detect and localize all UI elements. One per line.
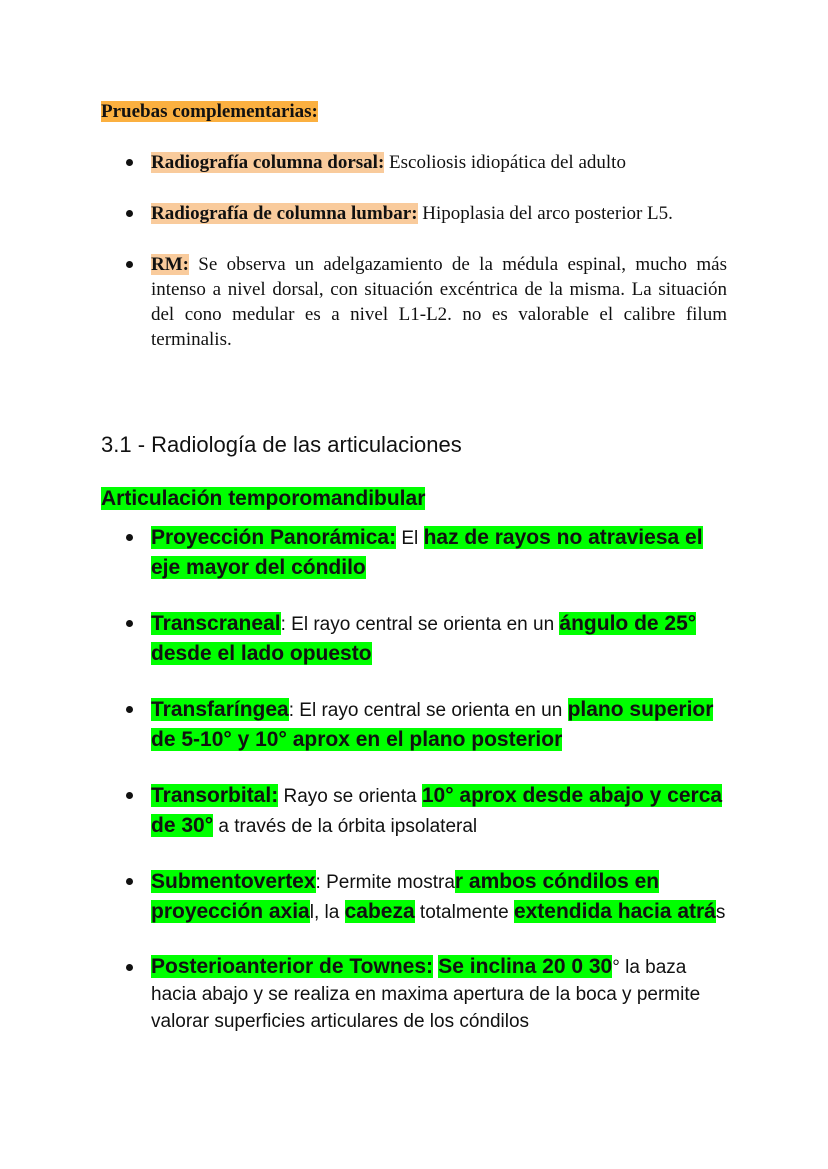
list-item-towne bbox=[101, 953, 727, 1035]
bullet-icon bbox=[126, 964, 133, 971]
bullet-icon bbox=[126, 878, 133, 885]
item-label: Transfaríngea bbox=[151, 698, 289, 721]
item-text: Hipoplasia del arco posterior L5. bbox=[417, 203, 673, 224]
list-item-panoramica bbox=[101, 523, 727, 583]
item-label: Transcraneal bbox=[151, 612, 281, 635]
item-label: RM: bbox=[151, 254, 189, 275]
item-label: Radiografía columna dorsal: bbox=[151, 152, 385, 173]
item-text: Escoliosis idiopática del adulto bbox=[384, 152, 626, 173]
item-text: l, la bbox=[309, 902, 345, 923]
item-label: Proyección Panorámica: bbox=[151, 526, 397, 549]
item-label: Submentovertex bbox=[151, 870, 316, 893]
list-item-transorbital bbox=[101, 781, 727, 841]
item-text: El bbox=[396, 528, 424, 549]
section-title: 3.1 - Radiología de las articulaciones bbox=[101, 432, 462, 457]
item-text: Se observa un adelgazamiento de la médula espinal, mucho más intenso a nivel dorsal, con situación excéntrica de la misma. La situación del cono medular es a nivel L1-L2. no es valorable el calibre filum terminalis. bbox=[151, 254, 727, 350]
item-text: a través de la órbita ipsolateral bbox=[213, 816, 478, 837]
item-text: totalmente bbox=[414, 902, 514, 923]
item-highlight: extendida hacia atrá bbox=[513, 900, 716, 923]
list-item-submentovertex bbox=[101, 867, 727, 927]
item-text: : Permite mostra bbox=[315, 872, 455, 893]
bullet-icon bbox=[126, 210, 133, 217]
bullet-icon bbox=[126, 706, 133, 713]
bullet-icon bbox=[126, 159, 133, 166]
atm-heading bbox=[101, 486, 425, 512]
item-highlight: plano superior de 5-10° y 10° aprox en el plano posterior bbox=[151, 698, 714, 751]
item-highlight: ángulo de 25° desde el lado opuesto bbox=[151, 612, 697, 665]
item-highlight: 10° aprox desde abajo y cerca de 30° bbox=[151, 784, 723, 837]
item-text: Rayo se orienta bbox=[278, 786, 422, 807]
pruebas-heading bbox=[101, 100, 318, 124]
bullet-icon bbox=[126, 620, 133, 627]
item-label: Transorbital: bbox=[151, 784, 279, 807]
item-text: : El rayo central se orienta en un bbox=[288, 700, 568, 721]
list-item-transfaringea bbox=[101, 695, 727, 755]
item-text: s bbox=[715, 902, 726, 923]
list-item bbox=[101, 252, 727, 352]
bullet-icon bbox=[126, 534, 133, 541]
item-highlight: haz de rayos no atraviesa el eje mayor del cóndilo bbox=[151, 526, 703, 579]
list-item bbox=[101, 150, 727, 175]
item-label: Radiografía de columna lumbar: bbox=[151, 203, 418, 224]
atm-list bbox=[101, 523, 727, 1035]
list-item bbox=[101, 201, 727, 226]
item-highlight: Se inclina 20 0 30 bbox=[438, 955, 613, 978]
list-item-transcraneal bbox=[101, 609, 727, 669]
item-text: ° la baza hacia abajo y se realiza en maxima apertura de la boca y permite valorar superficies articulares de los cóndilos bbox=[151, 957, 701, 1032]
bullet-icon bbox=[126, 792, 133, 799]
pruebas-list bbox=[101, 150, 727, 352]
item-text: : El rayo central se orienta en un bbox=[280, 614, 560, 635]
pruebas-heading-text: Pruebas complementarias: bbox=[101, 101, 318, 122]
atm-heading-text: Articulación temporomandibular bbox=[101, 487, 426, 510]
bullet-icon bbox=[126, 261, 133, 268]
item-highlight: cabeza bbox=[344, 900, 415, 923]
item-label: Posterioanterior de Townes: bbox=[151, 955, 433, 978]
item-highlight: r ambos cóndilos en proyección axia bbox=[151, 870, 660, 923]
